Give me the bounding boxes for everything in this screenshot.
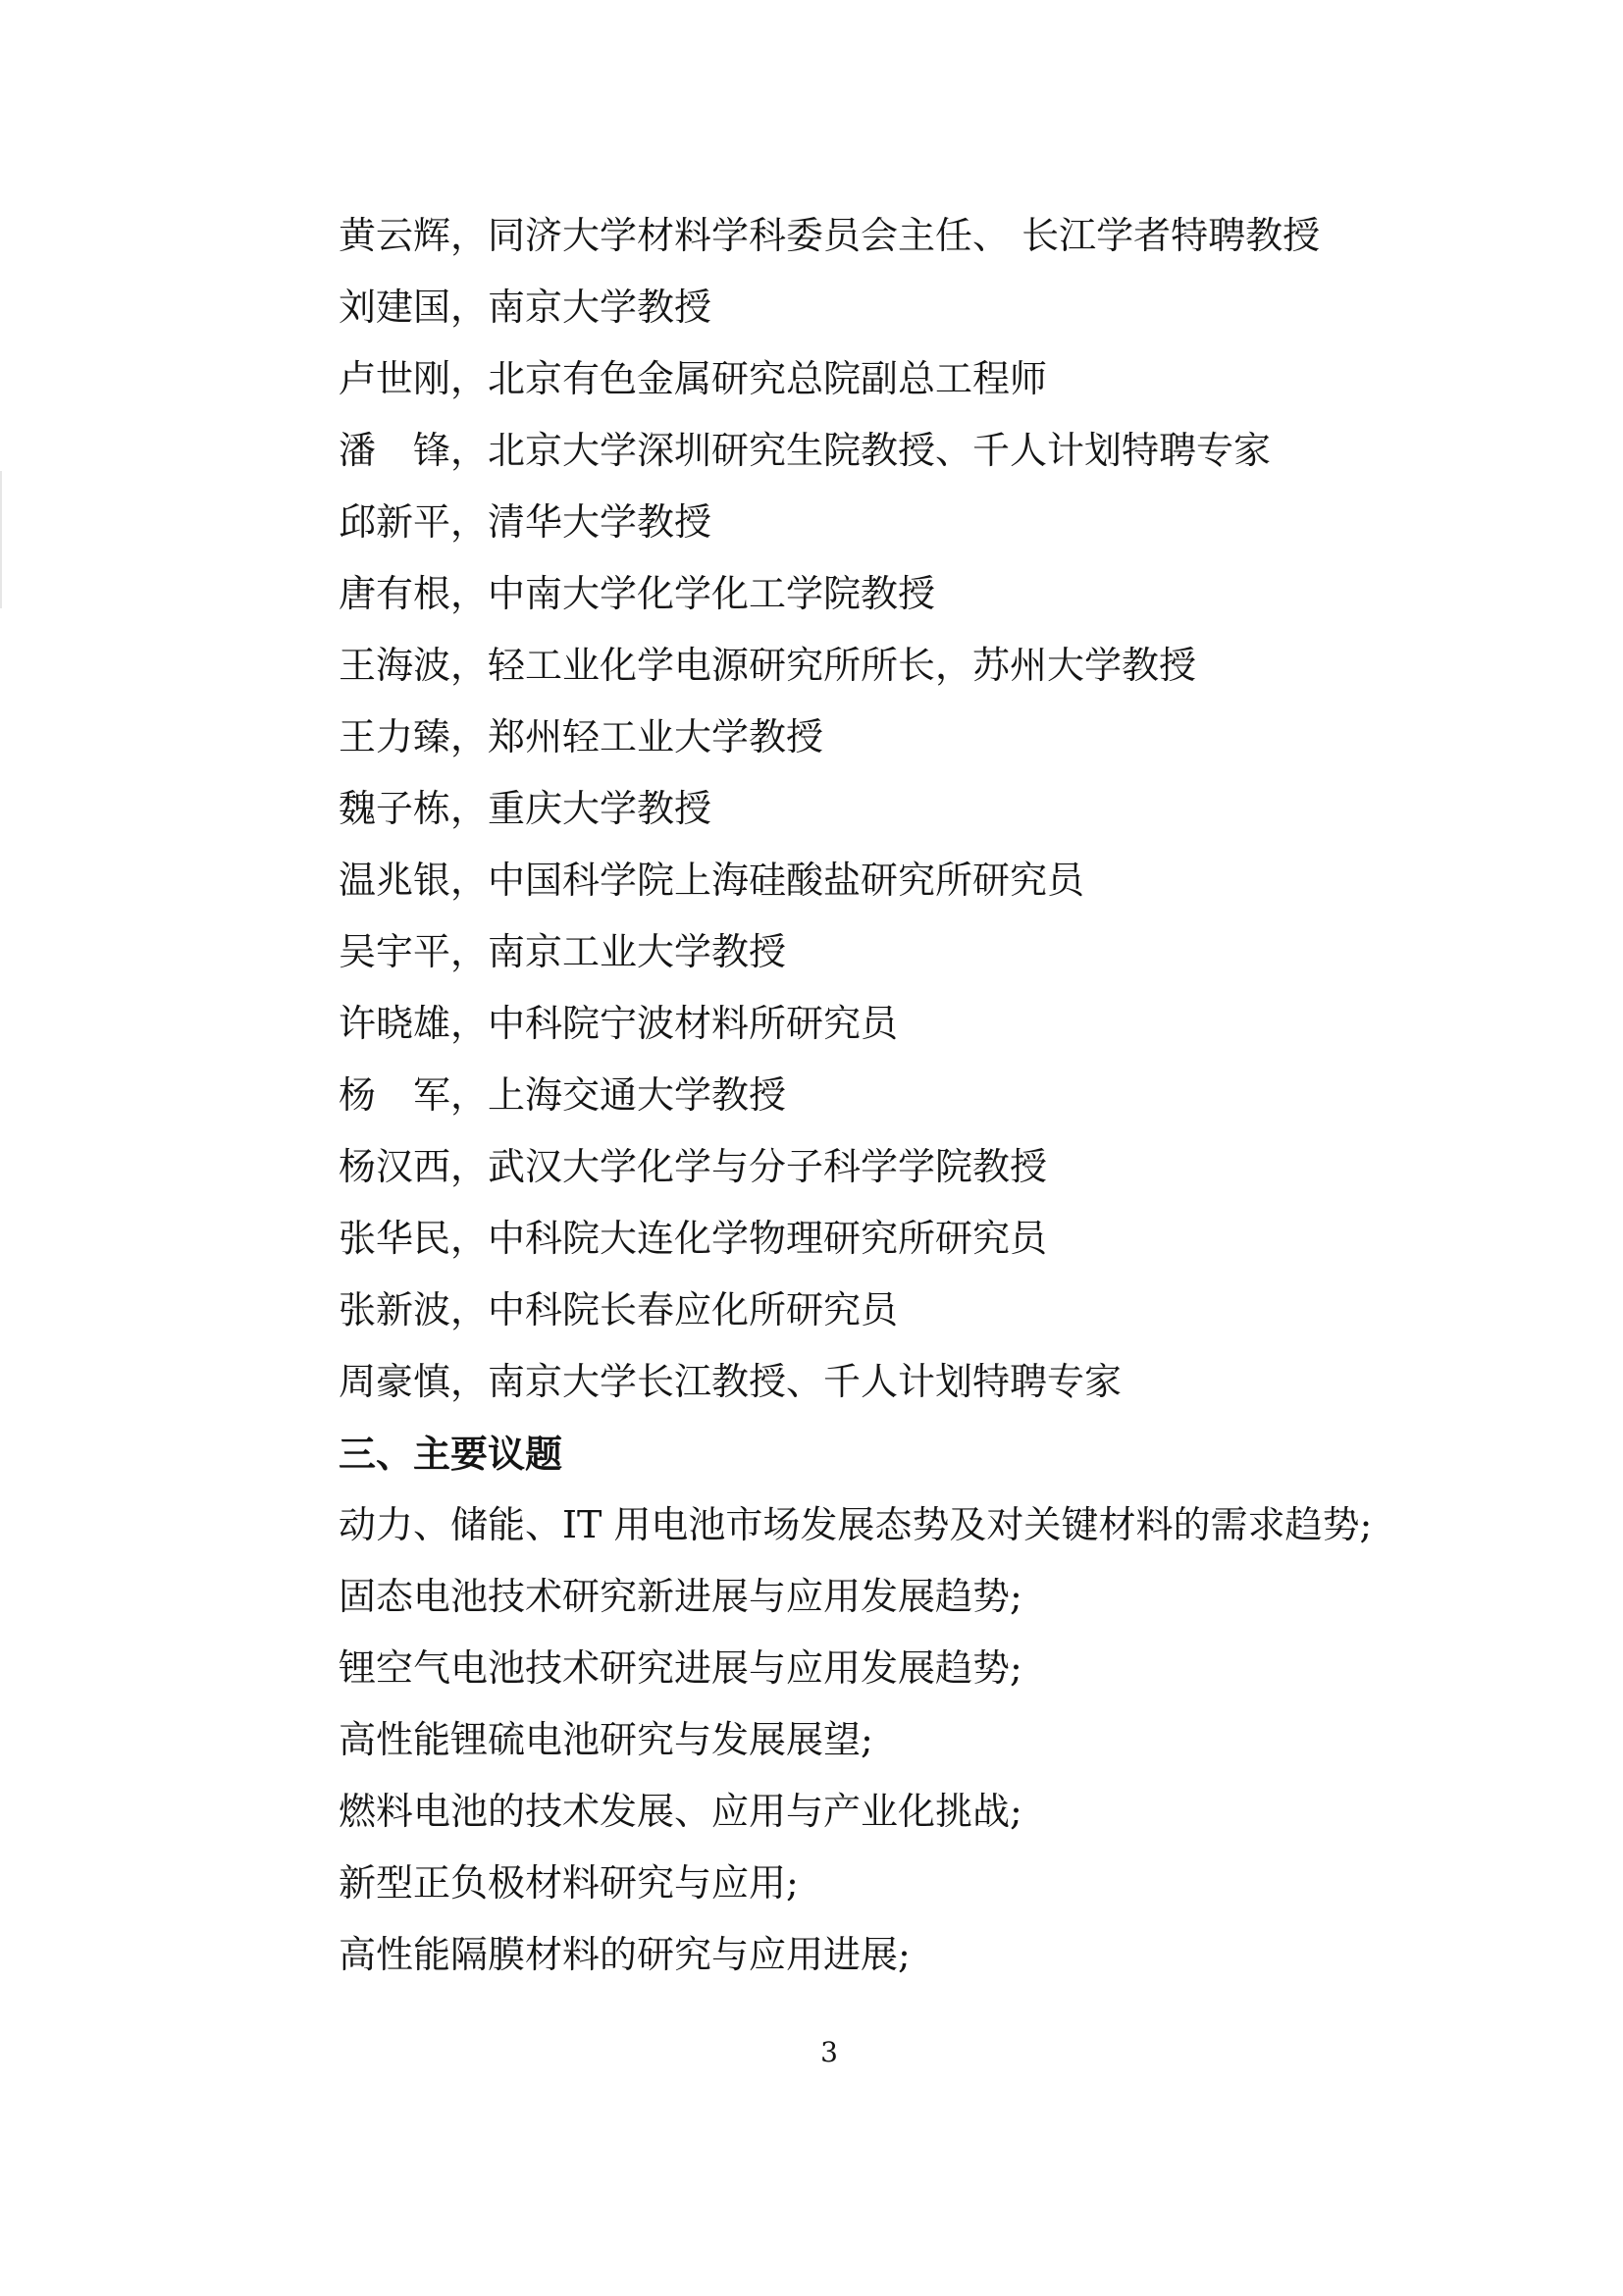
- topic-line: 高性能锂硫电池研究与发展展望;: [339, 1718, 873, 1761]
- member-line: 邱新平，清华大学教授: [339, 500, 712, 544]
- member-line: 刘建国，南京大学教授: [339, 286, 712, 329]
- member-line: 黄云辉，同济大学材料学科委员会主任、 长江学者特聘教授: [339, 214, 1321, 257]
- member-line: 潘 锋，北京大学深圳研究生院教授、千人计划特聘专家: [339, 429, 1272, 472]
- member-line: 周豪慎，南京大学长江教授、千人计划特聘专家: [339, 1360, 1123, 1403]
- member-line: 杨汉西，武汉大学化学与分子科学学院教授: [339, 1145, 1048, 1188]
- member-line: 王力臻，郑州轻工业大学教授: [339, 715, 824, 758]
- member-line: 许晓雄，中科院宁波材料所研究员: [339, 1002, 899, 1045]
- topic-line: 燃料电池的技术发展、应用与产业化挑战;: [339, 1790, 1022, 1833]
- page-number: 3: [820, 2036, 838, 2068]
- topic-line: 高性能隔膜材料的研究与应用进展;: [339, 1933, 911, 1976]
- topic-line: 新型正负极材料研究与应用;: [339, 1861, 799, 1905]
- member-line: 温兆银，中国科学院上海硅酸盐研究所研究员: [339, 859, 1085, 902]
- topic-line: 动力、储能、IT 用电池市场发展态势及对关键材料的需求趋势;: [339, 1503, 1373, 1546]
- section-heading: 三、主要议题: [339, 1432, 563, 1476]
- member-line: 魏子栋，重庆大学教授: [339, 787, 712, 830]
- member-line: 张新波，中科院长春应化所研究员: [339, 1288, 899, 1331]
- document-body: [339, 200, 1516, 1991]
- member-line: 王海波，轻工业化学电源研究所所长，苏州大学教授: [339, 644, 1197, 687]
- member-line: 唐有根，中南大学化学化工学院教授: [339, 572, 936, 615]
- member-line: 卢世刚，北京有色金属研究总院副总工程师: [339, 357, 1048, 400]
- member-line: 杨 军，上海交通大学教授: [339, 1073, 787, 1117]
- member-line: 吴宇平，南京工业大学教授: [339, 930, 787, 973]
- member-line: 张华民，中科院大连化学物理研究所研究员: [339, 1217, 1048, 1260]
- topic-line: 固态电池技术研究新进展与应用发展趋势;: [339, 1575, 1022, 1618]
- topic-line: 锂空气电池技术研究进展与应用发展趋势;: [339, 1646, 1022, 1690]
- scan-edge-mark: [0, 471, 2, 608]
